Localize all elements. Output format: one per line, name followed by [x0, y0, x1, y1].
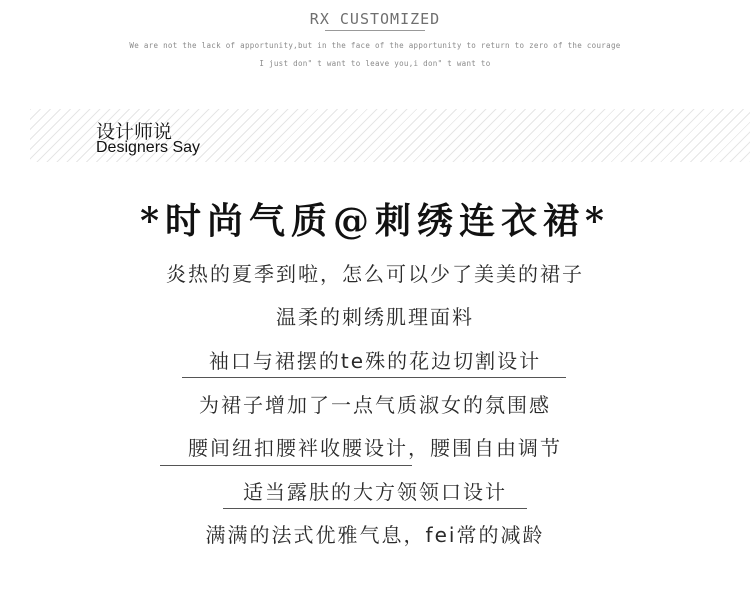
description-line-2: 温柔的刺绣肌理面料: [276, 305, 474, 329]
description-line-3: 袖口与裙摆的te殊的花边切割设计: [208, 349, 542, 373]
underline-divider-2: [160, 465, 412, 466]
description-line-1: 炎热的夏季到啦，怎么可以少了美美的裙子: [166, 262, 584, 286]
description-line-5: 腰间纽扣腰袢收腰设计，腰围自由调节: [188, 436, 562, 460]
brand-title: RX CUSTOMIZED: [309, 10, 441, 28]
section-title-cn: 设计师说: [96, 121, 173, 143]
underline-divider-3: [223, 508, 527, 509]
underline-divider-1: [182, 377, 566, 378]
description-line-4: 为裙子增加了一点气质淑女的氛围感: [199, 393, 551, 417]
brand-underline: [325, 30, 425, 31]
description-line-6: 适当露肤的大方领领口设计: [243, 480, 507, 504]
description-line-7: 满满的法式优雅气息，fei常的减龄: [205, 523, 545, 547]
section-title-en: Designers Say: [96, 139, 201, 156]
motto-line-1: We are not the lack of apportunity,but in the face of the apportunity to return to zero of the courage: [129, 41, 621, 50]
product-headline: *时尚气质@刺绣连衣裙*: [140, 200, 610, 242]
motto-line-2: I just don" t want to leave you,i don" t want to: [259, 59, 491, 68]
